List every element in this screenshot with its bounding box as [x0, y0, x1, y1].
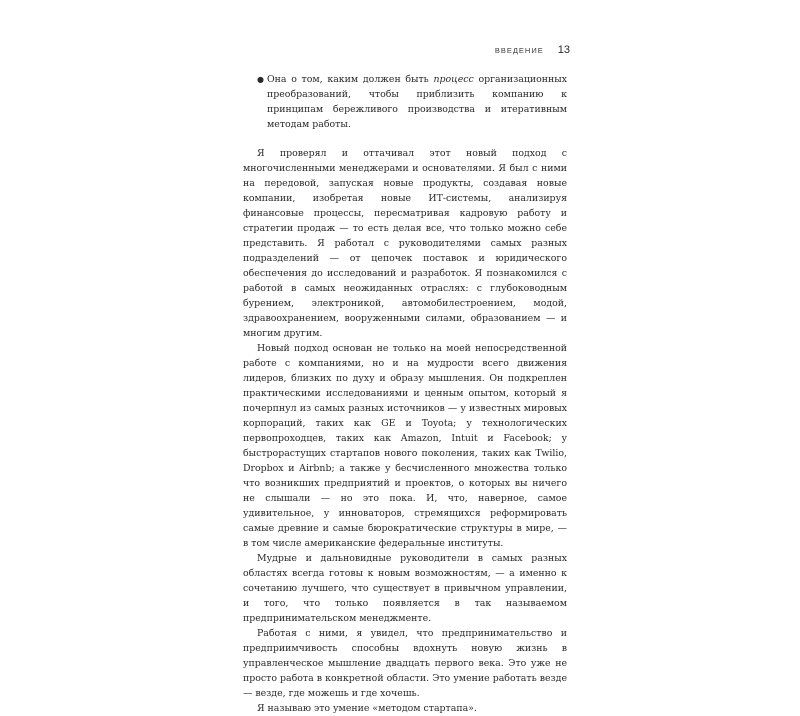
paragraph-3: Мудрые и дальновидные руководители в самых разных областях всегда готовы к новым возможностям, — а именно к сочетанию лучшего, что существует в привычном управлении, и того, что только появляется в так называемом предпринимательском менеджменте.: [243, 553, 567, 624]
bullet-emphasis: процесс: [433, 74, 474, 85]
bullet-text-end: организационных преобразований, чтобы приблизить компанию к принципам бережливого производства и итеративным методам работы.: [267, 74, 567, 130]
body-text: [243, 72, 567, 716]
bullet-text: [267, 72, 567, 132]
bullet-dot-icon: ●: [257, 75, 264, 84]
paragraph-4: Работая с ними, я увидел, что предпринимательство и предприимчивость способны вдохнуть новую жизнь в управленческое мышление двадцать первого века. Это уже не просто работа в конкретной области. Это умение работать везде — везде, где можешь и где хочешь.: [243, 628, 567, 699]
bullet-item: [257, 72, 567, 132]
running-head: [242, 42, 570, 58]
bullet-text-start: Она о том, каким должен быть: [267, 74, 434, 85]
paragraph-2: Новый подход основан не только на моей непосредственной работе с компаниями, но и на мудрости всего движения лидеров, близких по духу и образу мышления. Он подкреплен практическими исследованиями и ценным опытом, который я почерпнул из самых разных источников — у известных мировых корпораций, таких как GE и Toyota; у технологических первопроходцев, таких как Amazon, Intuit и Facebook; у быстрорастущих стартапов нового поколения, таких как Twilio, Dropbox и Airbnb; а также у бесчисленного множества только что возникших предприятий и проектов, о которых вы ничего не слышали — но это пока. И, что, наверное, самое удивительное, у инноваторов, стремящихся реформировать самые древние и самые бюрократические структуры в мире, — в том числе американские федеральные институты.: [243, 343, 567, 549]
paragraph-5: Я называю это умение «методом стартапа».: [257, 703, 477, 714]
section-title: ВВЕДЕНИЕ: [494, 45, 544, 55]
paragraph-1: Я проверял и оттачивал этот новый подход с многочисленными менеджерами и основателями. Я был с ними на передовой, запуская новые продукты, создавая новые компании, изобретая новые ИТ-системы, анализируя финансовые процессы, пересматривая кадровую работу и стратегии продаж — то есть делая все, что только можно себе представить. Я работал с руководителями самых разных подразделений — от цепочек поставок и юридического обеспечения до исследований и разработок. Я познакомился с работой в самых неожиданных отраслях: с глубоководным бурением, электроникой, автомобилестроением, модой, здравоохранением, вооруженными силами, образованием — и многим другим.: [243, 148, 567, 339]
page-number: 13: [557, 44, 570, 56]
